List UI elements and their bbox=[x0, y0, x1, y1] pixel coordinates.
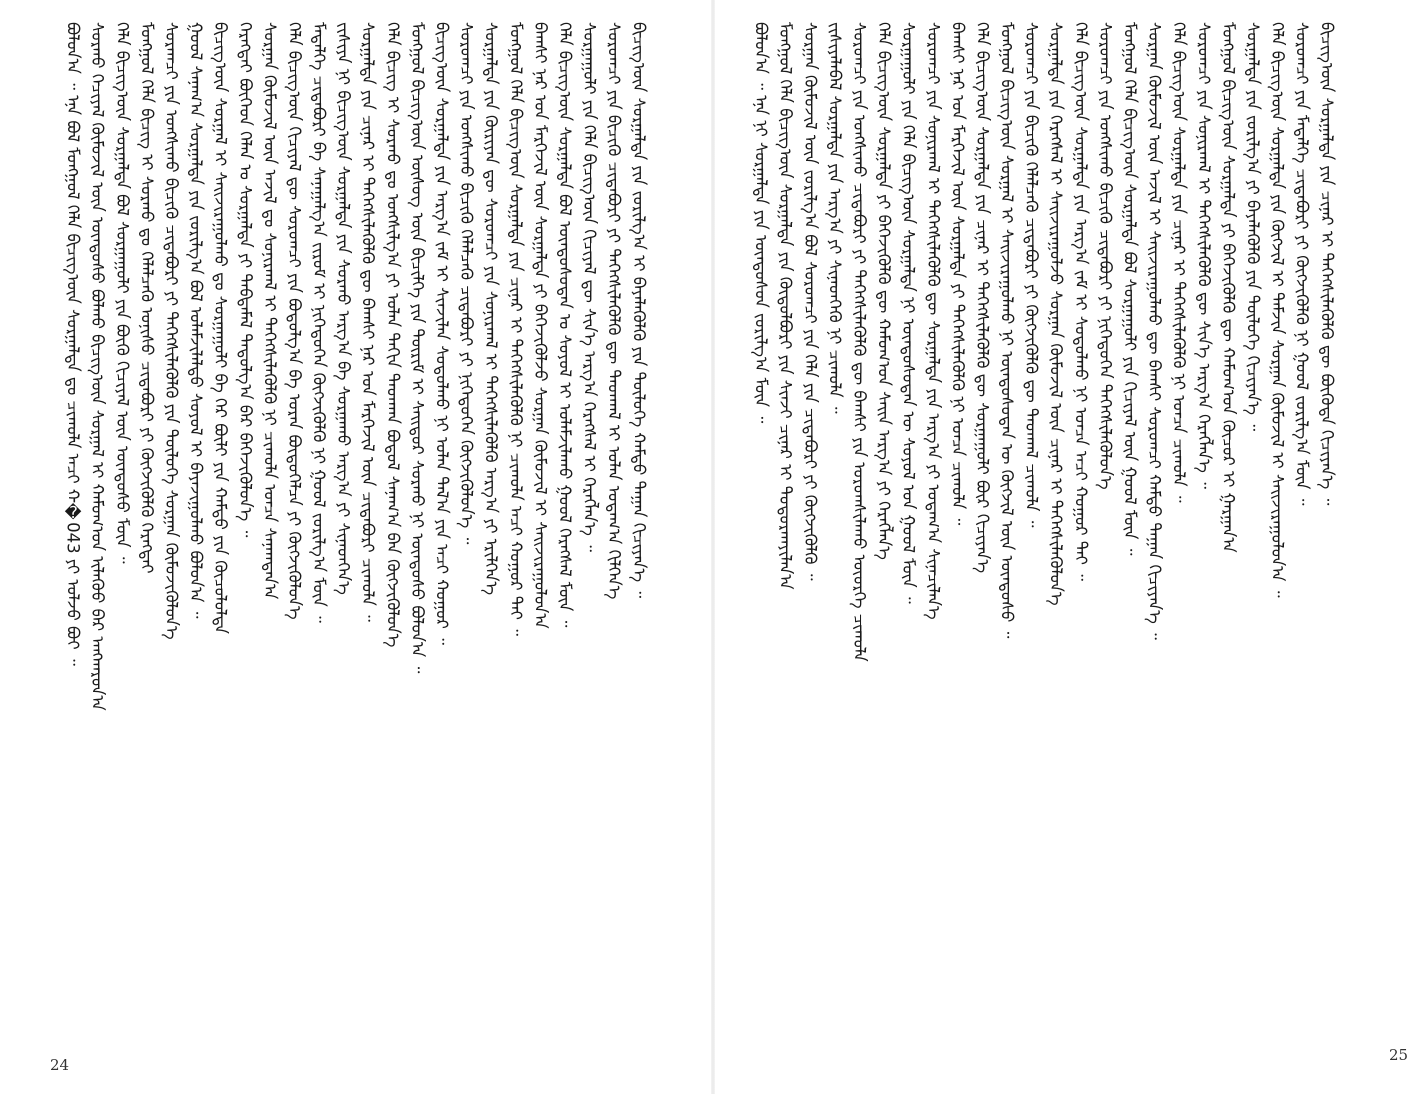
text-line: ᠪᠠᠭᠰᠢ ᠨᠠᠷ ᠤᠨ ᠮᠡᠷᠭᠡᠵᠢᠯ ᠦᠨ ᠰᠤᠷᠭᠠᠯᠲᠠ ᠶᠢ ᠳᠡᠭᠡᠭᠰᠢᠯᠡᠭᠦᠯᠬᠦ ᠨᠢ ᠣᠨᠴᠠ ᠴᠢᠬᠤᠯᠠ ᠃ bbox=[948, 22, 968, 526]
text-line: ᠪᠢᠴᠢᠭ᠎ᠦᠨ ᠰᠤᠷᠭᠠᠯᠲᠠ ᠶᠢᠨ ᠴᠢᠨᠠᠷ ᠢ ᠳᠡᠭᠡᠭᠰᠢᠯᠡᠭᠦᠯᠬᠦ ᠳᠦ ᠪᠦᠭᠦᠳᠡ ᠬᠢᠴᠢᠶᠡᠨ᠎ᠡ ᠃ bbox=[1317, 22, 1337, 506]
text-line: ᠮᠡᠳᠡᠯᠭᠡ ᠴᠢᠳᠠᠪᠤᠷᠢ ᠪᠠ ᠰᠠᠨᠠᠭᠠᠯᠭ᠎ᠠ ᠵᠢᠷᠤᠮ ᠢ ᠨᠢᠭᠡᠳᠦᠭᠡᠨ ᠬᠥᠭᠵᠢᠭᠦᠯᠬᠦ ᠨᠢ ᠭᠣᠣᠯ ᠵᠣᠷᠢᠯᠭ᠎ᠠ ᠮᠥᠨ ᠃ bbox=[309, 22, 329, 623]
text-line: ᠰᠤᠷᠠᠭᠴᠢ ᠶᠢᠨ ᠤᠩᠰᠢᠬᠤ ᠪᠢᠴᠢᠬᠦ ᠴᠢᠳᠠᠪᠤᠷᠢ ᠶᠢ ᠳᠡᠭᠡᠭᠰᠢᠯᠡᠭᠦᠯᠬᠦ ᠶᠢᠨ ᠲᠥᠯᠥᠭᠡ ᠰᠤᠷᠭᠠᠨ ᠬᠦᠮᠦᠵᠢᠭᠦᠯᠦᠨ᠎ᠡ bbox=[161, 22, 181, 640]
text-line: ᠰᠤᠷᠭᠠᠯᠲᠠ ᠶᠢᠨ ᠬᠡᠷᠡᠭᠰᠡᠯ ᠢ ᠰᠠᠢᠵᠢᠷᠠᠭᠤᠯᠵᠤ ᠰᠤᠷᠭᠠᠨ ᠬᠦᠮᠦᠵᠢᠯ ᠦᠨ ᠴᠢᠨᠠᠷ ᠢ ᠳᠡᠭᠡᠭᠰᠢᠯᠡᠭᠦᠯᠦᠨ᠎ᠡ bbox=[1046, 22, 1066, 606]
text-line: ᠬᠡᠯᠡ ᠪᠢᠴᠢᠭ᠎ᠦᠨ ᠰᠤᠷᠭᠠᠯᠲᠠ ᠶᠢ ᠪᠡᠬᠡᠵᠢᠭᠦᠯᠬᠦ ᠳᠦ ᠬᠠᠮᠤᠭ᠎ᠤᠨ ᠰᠠᠢᠨ ᠠᠷᠭ᠎ᠠ ᠶᠢ ᠬᠡᠷᠡᠭᠯᠡᠨ᠎ᠡ bbox=[874, 22, 894, 560]
text-line: ᠪᠣᠯᠤᠨ᠎ᠠ ᠃ ᠡᠨᠡ ᠨᠢ ᠰᠤᠷᠭᠠᠯᠲᠠ ᠶᠢᠨ ᠦᠨᠳᠦᠰᠦᠨ ᠵᠣᠷᠢᠯᠭ᠎ᠠ ᠮᠥᠨ ᠃ bbox=[751, 22, 771, 424]
text-line: ᠪᠢᠴᠢᠭ᠎ᠦᠨ ᠰᠤᠷᠭᠠᠯᠲᠠ ᠶᠢᠨ ᠠᠷᠭ᠎ᠠ ᠵᠠᠮ ᠢ ᠰᠢᠨᠵᠢᠯᠡᠨ ᠰᠤᠳᠤᠯᠬᠤ ᠨᠢ ᠣᠯᠠᠨ ᠲᠠᠯ᠎ᠠ ᠶᠢᠨ ᠠᠴᠢ ᠬᠤᠭᠤᠷ ᠃ bbox=[432, 22, 452, 645]
text-line: ᠰᠤᠷᠭᠠᠨ ᠬᠦᠮᠦᠵᠢᠯ ᠦᠨ ᠵᠣᠷᠢᠯᠭ᠎ᠠ ᠪᠣᠯ ᠰᠤᠷᠤᠭᠴᠢ ᠶᠢᠨ ᠬᠡᠯᠡ ᠶᠢᠨ ᠴᠢᠳᠠᠪᠤᠷᠢ ᠶᠢ ᠬᠥᠭᠵᠢᠭᠦᠯᠬᠦ ᠃ bbox=[800, 22, 820, 581]
text-line: ᠪᠢᠴᠢᠭ᠎ᠦᠨ ᠰᠤᠷᠭᠠᠯᠲᠠ ᠶᠢᠨ ᠵᠣᠷᠢᠯᠭ᠎ᠠ ᠢ ᠪᠡᠶᠡᠯᠡᠭᠦᠯᠬᠦ ᠶᠢᠨ ᠲᠥᠯᠥᠭᠡ ᠬᠠᠮᠲᠤ ᠳᠠᠭᠠᠨ ᠬᠢᠴᠢᠶᠡᠨ᠎ᠡ ᠃ bbox=[629, 22, 649, 599]
text-line: ᠮᠣᠩᠭᠣᠯ ᠬᠡᠯᠡ ᠪᠢᠴᠢᠭ ᠢ ᠰᠤᠷᠬᠤ ᠳᠤ ᠬᠡᠯᠡᠯᠴᠡᠬᠦ ᠣᠨᠢᠰᠤ ᠴᠢᠳᠠᠪᠤᠷᠢ ᠶᠢ ᠬᠥᠭᠵᠢᠭᠦᠯᠬᠦ ᠬᠡᠷᠡᠭᠲᠡᠢ bbox=[137, 22, 157, 574]
right-page-number: 25 bbox=[1389, 1046, 1409, 1064]
text-line: ᠬᠡᠯᠡ ᠪᠢᠴᠢᠭ᠎ᠦᠨ ᠰᠤᠷᠭᠠᠯᠲᠠ ᠶᠢᠨ ᠴᠢᠨᠠᠷ ᠢ ᠳᠡᠭᠡᠭᠰᠢᠯᠡᠭᠦᠯᠬᠦ ᠨᠢ ᠣᠨᠴᠠ ᠴᠢᠬᠤᠯᠠ ᠃ bbox=[1169, 22, 1189, 503]
text-line: ᠪᠠᠭᠰᠢ ᠨᠠᠷ ᠤᠨ ᠮᠡᠷᠭᠡᠵᠢᠯ ᠦᠨ ᠰᠤᠷᠭᠠᠯᠲᠠ ᠶᠢ ᠪᠡᠬᠡᠵᠢᠭᠦᠯᠵᠦ ᠰᠤᠷᠭᠠᠨ ᠬᠦᠮᠦᠵᠢᠯ ᠢ ᠰᠠᠢᠵᠢᠷᠠᠭᠤᠯᠤᠨ᠎ᠠ bbox=[530, 22, 550, 629]
right-page-text bbox=[748, 22, 1360, 1022]
left-page bbox=[0, 0, 711, 1094]
text-line: ᠰᠤᠷᠤᠭᠴᠢ ᠶᠢᠨ ᠰᠣᠨᠢᠷᠬᠠᠯ ᠢ ᠳᠡᠭᠡᠭᠰᠢᠯᠡᠭᠦᠯᠬᠦ ᠳᠦ ᠰᠤᠷᠭᠠᠯᠲᠠ ᠶᠢᠨ ᠠᠷᠭ᠎ᠠ ᠶᠢ ᠤᠳᠠᠭ᠎ᠠ ᠰᠢᠨᠡᠴᠢᠯᠡᠨ᠎ᠡ bbox=[923, 22, 943, 620]
text-line: ᠮᠣᠩᠭᠣᠯ ᠪᠢᠴᠢᠭ᠎ᠦᠨ ᠰᠤᠷᠭᠠᠯᠲᠠ ᠶᠢ ᠪᠡᠬᠡᠵᠢᠭᠦᠯᠬᠦ ᠳᠦ ᠬᠠᠮᠤᠭ᠎ᠤᠨ ᠬᠦᠴᠦᠷ ᠢ ᠭᠠᠷᠭᠠᠨ᠎ᠠ bbox=[1218, 22, 1238, 553]
text-line: ᠬᠡᠯᠡ ᠪᠢᠴᠢᠭ᠎ᠦᠨ ᠰᠤᠷᠭᠠᠯᠲᠠ ᠶᠢᠨ ᠠᠷᠭ᠎ᠠ ᠵᠠᠮ ᠢ ᠰᠤᠳᠤᠯᠬᠤ ᠨᠢ ᠣᠨᠴᠠ ᠠᠴᠢ ᠬᠤᠭᠤᠷ ᠲᠠᠢ ᠃ bbox=[1071, 22, 1091, 581]
right-page bbox=[715, 0, 1426, 1094]
text-line: ᠰᠤᠷᠭᠠᠭᠤᠯᠢ ᠶᠢᠨ ᠬᠡᠯᠡ ᠪᠢᠴᠢᠭ᠎ᠦᠨ ᠬᠢᠴᠢᠶᠡᠯ ᠳᠦ ᠰᠢᠨ᠎ᠡ ᠠᠷᠭ᠎ᠠ ᠬᠡᠷᠡᠭᠰᠡᠯ ᠢ ᠬᠡᠷᠡᠭᠯᠡᠨ᠎ᠡ ᠃ bbox=[580, 22, 600, 552]
text-line: ᠰᠤᠷᠤᠭᠴᠢ ᠶᠢᠨ ᠤᠩᠰᠢᠬᠤ ᠪᠢᠴᠢᠬᠦ ᠬᠡᠯᠡᠯᠴᠡᠬᠦ ᠴᠢᠳᠠᠪᠤᠷᠢ ᠶᠢ ᠨᠢᠭᠡᠳᠦᠭᠡᠨ ᠬᠥᠭᠵᠢᠭᠦᠯᠦᠨ᠎ᠡ ᠃ bbox=[457, 22, 477, 545]
text-line: ᠰᠤᠷᠤᠭᠴᠢ ᠶᠢᠨ ᠮᠡᠳᠡᠯᠭᠡ ᠴᠢᠳᠠᠪᠤᠷᠢ ᠶᠢ ᠬᠥᠭᠵᠢᠭᠦᠯᠬᠦ ᠨᠢ ᠭᠣᠣᠯ ᠵᠣᠷᠢᠯᠭ᠎ᠠ ᠮᠥᠨ ᠃ bbox=[1292, 22, 1312, 506]
text-line: ᠮᠣᠩᠭᠣᠯ ᠬᠡᠯᠡ ᠪᠢᠴᠢᠭ᠎ᠦᠨ ᠰᠤᠷᠭᠠᠯᠲᠠ ᠪᠣᠯ ᠰᠤᠷᠭᠠᠭᠤᠯᠢ ᠶᠢᠨ ᠬᠢᠴᠢᠶᠡᠯ ᠦᠨ ᠭᠣᠣᠯ ᠮᠥᠨ ᠃ bbox=[1120, 22, 1140, 556]
text-line: ᠰᠤᠷᠤᠭᠴᠢ ᠶᠢᠨ ᠤᠩᠰᠢᠬᠤ ᠴᠢᠳᠠᠪᠤᠷᠢ ᠶᠢ ᠳᠡᠭᠡᠭᠰᠢᠯᠡᠭᠦᠯᠬᠦ ᠳᠦ ᠪᠠᠭᠰᠢ ᠶᠢᠨ ᠤᠷᠤᠭᠰᠢᠯᠠᠬᠤ ᠦᠦᠷᠭᠡ ᠴᠢᠬᠤᠯᠠ bbox=[849, 22, 869, 662]
text-line: ᠵᠢᠱᠢᠶᠡ ᠨᠢ ᠪᠢᠴᠢᠭ᠎ᠦᠨ ᠰᠤᠷᠭᠠᠯᠲᠠ ᠶᠢᠨ ᠰᠤᠷᠬᠤ ᠠᠷᠭ᠎ᠠ ᠪᠠ ᠰᠤᠷᠭᠠᠬᠤ ᠠᠷᠭ᠎ᠠ ᠶᠢ ᠰᠢᠨᠡᠳᠬᠡᠨ᠎ᠡ bbox=[334, 22, 354, 595]
text-line: ᠵᠢᠱᠢᠶᠡᠯᠡᠪᠡᠯ ᠰᠤᠷᠭᠠᠯᠲᠠ ᠶᠢᠨ ᠠᠷᠭ᠎ᠠ ᠶᠢ ᠰᠢᠨᠡᠳᠬᠡᠬᠦ ᠨᠢ ᠴᠢᠬᠤᠯᠠ ᠃ bbox=[825, 22, 845, 414]
text-line: ᠮᠣᠩᠭᠣᠯ ᠬᠡᠯᠡ ᠪᠢᠴᠢᠭ᠎ᠦᠨ ᠰᠤᠷᠭᠠᠯᠲᠠ ᠶᠢᠨ ᠬᠥᠲᠥᠯᠪᠦᠷᠢ ᠶᠢᠨ ᠰᠢᠨᠵᠢ ᠴᠢᠨᠠᠷ ᠢ ᠲᠣᠳᠤᠷᠬᠠᠶᠢᠯᠠᠨ᠎ᠠ bbox=[776, 22, 796, 590]
text-line: ᠭᠣᠣᠯ ᠰᠠᠨᠠᠭ᠎ᠠ ᠰᠤᠷᠭᠠᠯᠲᠠ ᠶᠢᠨ ᠵᠣᠷᠢᠯᠭ᠎ᠠ ᠪᠣᠯ ᠤᠯᠠᠮᠵᠢᠯᠠᠯᠲᠤ ᠰᠣᠶᠣᠯ ᠢ ᠪᠠᠶᠠᠵᠢᠭᠤᠯᠬᠤ ᠪᠣᠯᠤᠨ᠎ᠠ ᠃ bbox=[186, 22, 206, 619]
text-line: ᠮᠣᠩᠭᠣᠯ ᠪᠢᠴᠢᠭ᠎ᠦᠨ ᠦᠰᠦᠭ ᠦᠨ ᠪᠢᠴᠢᠯᠭᠡ ᠶᠢᠨ ᠳᠦᠷᠢᠮ ᠢ ᠰᠠᠢᠳᠤᠷ ᠰᠤᠷᠬᠤ ᠨᠢ ᠦᠨᠳᠦᠰᠦ ᠪᠣᠯᠤᠨ᠎ᠠ ᠃ bbox=[407, 22, 427, 674]
text-line: ᠰᠤᠷᠤᠭᠴᠢ ᠶᠢᠨ ᠤᠩᠰᠢᠬᠤ ᠪᠢᠴᠢᠬᠦ ᠴᠢᠳᠠᠪᠤᠷᠢ ᠶᠢ ᠨᠢᠭᠡᠳᠦᠭᠡᠨ ᠳᠡᠭᠡᠭᠰᠢᠯᠡᠭᠦᠯᠦᠨ᠎ᠡ bbox=[1095, 22, 1115, 490]
text-line: ᠪᠢᠴᠢᠭ᠎ᠦᠨ ᠰᠤᠷᠭᠠᠯ ᠢ ᠰᠠᠢᠵᠢᠷᠠᠭᠤᠯᠬᠤ ᠳᠤ ᠰᠤᠷᠭᠠᠭᠤᠯᠢ ᠪᠠ ᠭᠡᠷ ᠪᠦᠯᠢ ᠶᠢᠨ ᠬᠠᠮᠲᠤ ᠶᠢᠨ ᠬᠦᠴᠦᠯᠦᠯᠲᠡ bbox=[211, 22, 231, 634]
text-line: ᠬᠡᠷᠡᠭᠲᠡᠢ ᠪᠥᠭᠡᠳ ᠬᠡᠯᠡᠨ ᠤ ᠰᠤᠷᠭᠠᠯᠲᠠ ᠶᠢ ᠳᠠᠪᠲᠠᠮᠠᠯ ᠳᠠᠳᠤᠯᠭ᠎ᠠ ᠪᠠᠷ ᠪᠡᠬᠡᠵᠢᠭᠦᠯᠦᠨ᠎ᠡ ᠃ bbox=[235, 22, 255, 538]
text-line: ᠰᠤᠷᠤᠭᠴᠢ ᠶᠢᠨ ᠪᠢᠴᠢᠬᠦ ᠬᠡᠯᠡᠯᠴᠡᠬᠦ ᠴᠢᠳᠠᠪᠤᠷᠢ ᠶᠢ ᠬᠥᠭᠵᠢᠭᠦᠯᠬᠦ ᠳᠦ ᠳᠠᠳᠬᠠᠯ ᠴᠢᠬᠤᠯᠠ ᠃ bbox=[1022, 22, 1042, 528]
text-line: ᠬᠡᠯᠡ ᠪᠢᠴᠢᠭ᠎ᠦᠨ ᠰᠤᠷᠭᠠᠯᠲᠠ ᠶᠢᠨ ᠴᠢᠨᠠᠷ ᠢ ᠳᠡᠭᠡᠭᠰᠢᠯᠡᠭᠦᠯᠬᠦ ᠳᠦ ᠰᠤᠷᠭᠠᠭᠤᠯᠢ ᠪᠦᠷ ᠬᠢᠴᠢᠶᠡᠨ᠎ᠡ bbox=[972, 22, 992, 574]
text-line: ᠬᠡᠯᠡ ᠪᠢᠴᠢᠭ ᠢ ᠰᠤᠷᠬᠤ ᠳᠤ ᠤᠩᠰᠢᠯᠭ᠎ᠠ ᠶᠢ ᠣᠯᠠᠨ ᠳᠠᠬᠢᠨ ᠳᠠᠳᠬᠠᠨ ᠪᠣᠳᠤᠯ ᠰᠠᠨᠠᠭ᠎ᠠ ᠪᠠᠨ ᠬᠥᠭᠵᠢᠭᠦᠯᠦᠨ᠎ᠡ bbox=[383, 22, 403, 648]
text-line: ᠬᠡᠯᠡ ᠪᠢᠴᠢᠭ᠎ᠦᠨ ᠰᠤᠷᠭᠠᠯᠲᠠ ᠶᠢᠨ ᠬᠥᠭᠵᠢᠯ ᠢ ᠳᠡᠮᠵᠢᠨ ᠰᠤᠷᠭᠠᠨ ᠬᠦᠮᠦᠵᠢᠯ ᠢ ᠰᠠᠢᠵᠢᠷᠠᠭᠤᠯᠤᠨ᠎ᠠ ᠃ bbox=[1268, 22, 1288, 598]
text-line: ᠰᠤᠷᠤᠭᠴᠢ ᠶᠢᠨ ᠪᠢᠴᠢᠬᠦ ᠴᠢᠳᠠᠪᠤᠷᠢ ᠶᠢ ᠳᠡᠭᠡᠭᠰᠢᠯᠡᠭᠦᠯᠬᠦ ᠳᠦ ᠳᠠᠳᠬᠠᠯ ᠢ ᠣᠯᠠᠨ ᠤᠳᠠᠭ᠎ᠠ ᠬᠢᠯᠭᠡᠨ᠎ᠡ bbox=[604, 22, 624, 600]
text-line: ᠬᠡᠯᠡ ᠪᠢᠴᠢᠭ᠎ᠦᠨ ᠰᠤᠷᠭᠠᠯᠲᠠ ᠪᠣᠯ ᠦᠨᠳᠦᠰᠦᠲᠡᠨ ᠤ ᠰᠣᠶᠣᠯ ᠢ ᠤᠯᠠᠮᠵᠢᠯᠠᠬᠤ ᠭᠣᠣᠯ ᠬᠡᠷᠡᠭᠰᠡᠯ ᠮᠥᠨ ᠃ bbox=[555, 22, 575, 628]
text-line: ᠰᠤᠷᠤᠭᠴᠢ ᠶᠢᠨ ᠰᠣᠨᠢᠷᠬᠠᠯ ᠢ ᠳᠡᠭᠡᠭᠰᠢᠯᠡᠭᠦᠯᠬᠦ ᠳᠦ ᠰᠢᠨ᠎ᠡ ᠠᠷᠭ᠎ᠠ ᠬᠡᠷᠡᠭᠯᠡᠨ᠎ᠡ ᠃ bbox=[1194, 22, 1214, 489]
text-line: ᠰᠤᠷᠭᠠᠨ ᠬᠦᠮᠦᠵᠢᠯ ᠦᠨ ᠠᠵᠢᠯ ᠢ ᠰᠠᠢᠵᠢᠷᠠᠭᠤᠯᠬᠤ ᠳᠦ ᠪᠠᠭᠰᠢ ᠰᠤᠷᠤᠭᠴᠢ ᠬᠠᠮᠲᠤ ᠳᠠᠭᠠᠨ ᠬᠢᠴᠢᠶᠡᠨ᠎ᠡ ᠃ bbox=[1145, 22, 1165, 640]
text-line: ᠰᠤᠷᠬᠤ ᠬᠡᠴᠢᠶᠡᠯ ᠬᠦᠮᠦᠵᠢᠯ ᠦᠨ ᠦᠨᠳᠦᠰᠦ ᠪᠣᠯᠬᠤ ᠪᠢᠴᠢᠭ᠎ᠦᠨ ᠰᠤᠷᠭᠠᠯ ᠢ ᠬᠠᠮᠤᠭ᠎ᠤᠨ ᠢᠯᠡᠭᠦᠦ ᠪᠠᠷ ᠠᠩᠬᠠᠷᠤᠨ᠎ᠠ bbox=[88, 22, 108, 711]
text-line: ᠬᠡᠯᠡ ᠪᠢᠴᠢᠭ᠎ᠦᠨ ᠬᠢᠴᠢᠶᠡᠯ ᠳᠦ ᠰᠤᠷᠤᠭᠴᠢ ᠶᠢᠨ ᠪᠣᠳᠤᠯᠭ᠎ᠠ ᠪᠠ ᠤᠷᠠᠨ ᠪᠦᠲᠦᠭᠡᠯᠴᠡ ᠶᠢ ᠬᠥᠭᠵᠢᠭᠦᠯᠦᠨ᠎ᠡ bbox=[284, 22, 304, 620]
text-line: ᠪᠣᠯᠤᠨ᠎ᠠ ᠃ ᠡᠨᠡ ᠪᠣᠯ ᠮᠣᠩᠭᠣᠯ ᠬᠡᠯᠡ ᠪᠢᠴᠢᠭ᠎ᠦᠨ ᠰᠤᠷᠭᠠᠯᠲᠠ ᠳᠤ ᠴᠢᠬᠤᠯᠠ ᠠᠴᠢ ᠬ�043 ᠶᠢ ᠣᠯᠵᠤ ᠪᠤᠢ ᠃ bbox=[63, 22, 83, 666]
left-page-number: 24 bbox=[50, 1056, 70, 1074]
text-line: ᠰᠤᠷᠭᠠᠨ ᠬᠦᠮᠦᠵᠢᠯ ᠦᠨ ᠠᠵᠢᠯ ᠳᠤ ᠰᠣᠨᠢᠷᠬᠠᠯ ᠢ ᠳᠡᠭᠡᠭᠰᠢᠯᠡᠭᠦᠯᠬᠦ ᠨᠢ ᠴᠢᠬᠤᠯᠠ ᠣᠨᠴᠠ ᠰᠠᠨᠠᠭᠳᠠᠨ᠎ᠠ bbox=[260, 22, 280, 600]
text-line: ᠬᠡᠯᠡ ᠪᠢᠴᠢᠭ᠎ᠦᠨ ᠰᠤᠷᠭᠠᠯᠲᠠ ᠪᠣᠯ ᠰᠤᠷᠭᠠᠭᠤᠯᠢ ᠶᠢᠨ ᠪᠦᠬᠦ ᠬᠢᠴᠢᠶᠡᠯ ᠦᠨ ᠦᠨᠳᠦᠰᠦ ᠮᠥᠨ ᠃ bbox=[112, 22, 132, 564]
text-line: ᠮᠣᠩᠭᠣᠯ ᠬᠡᠯᠡ ᠪᠢᠴᠢᠭ᠎ᠦᠨ ᠰᠤᠷᠭᠠᠯᠲᠠ ᠶᠢᠨ ᠴᠢᠨᠠᠷ ᠢ ᠳᠡᠭᠡᠭᠰᠢᠯᠡᠭᠦᠯᠬᠦ ᠨᠢ ᠴᠢᠬᠤᠯᠠ ᠠᠴᠢ ᠬᠤᠭᠤᠷ ᠲᠠᠢ ᠃ bbox=[506, 22, 526, 637]
left-page-text bbox=[60, 22, 686, 1022]
text-line: ᠰᠤᠷᠭᠠᠯᠲᠠ ᠶᠢᠨ ᠬᠦᠷᠢᠶᠡᠨ ᠳᠦ ᠰᠤᠷᠤᠭᠴᠢ ᠶᠢᠨ ᠰᠣᠨᠢᠷᠬᠠᠯ ᠢ ᠳᠡᠭᠡᠭᠰᠢᠯᠡᠭᠦᠯᠬᠦ ᠠᠷᠭ᠎ᠠ ᠶᠢ ᠡᠷᠢᠯᠬᠡᠨ᠎ᠡ bbox=[481, 22, 501, 596]
text-line: ᠰᠤᠷᠭᠠᠯᠲᠠ ᠶᠢᠨ ᠴᠢᠨᠠᠷ ᠢ ᠳᠡᠭᠡᠭᠰᠢᠯᠡᠭᠦᠯᠬᠦ ᠳᠦ ᠪᠠᠭᠰᠢ ᠨᠠᠷ ᠤᠨ ᠮᠡᠷᠭᠡᠵᠢᠯ ᠦᠨ ᠴᠢᠳᠠᠪᠤᠷᠢ ᠴᠢᠬᠤᠯᠠ ᠃ bbox=[358, 22, 378, 622]
text-line: ᠰᠤᠷᠭᠠᠯᠲᠠ ᠶᠢᠨ ᠵᠣᠷᠢᠯᠭ᠎ᠠ ᠶᠢ ᠪᠡᠶᠡᠯᠡᠭᠦᠯᠬᠦ ᠶᠢᠨ ᠲᠥᠯᠥᠭᠡ ᠬᠢᠴᠢᠶᠡᠨ᠎ᠡ ᠃ bbox=[1243, 22, 1263, 432]
text-line: ᠰᠤᠷᠭᠠᠭᠤᠯᠢ ᠶᠢᠨ ᠬᠡᠯᠡ ᠪᠢᠴᠢᠭ᠎ᠦᠨ ᠰᠤᠷᠭᠠᠯᠲᠠ ᠨᠢ ᠦᠨᠳᠦᠰᠦᠲᠡᠨ ᠦ ᠰᠣᠶᠣᠯ ᠤᠨ ᠭᠣᠣᠯ ᠮᠥᠨ ᠃ bbox=[899, 22, 919, 604]
text-line: ᠮᠣᠩᠭᠣᠯ ᠪᠢᠴᠢᠭ᠎ᠦᠨ ᠰᠤᠷᠭᠠᠯ ᠢ ᠰᠠᠢᠵᠢᠷᠠᠭᠤᠯᠬᠤ ᠨᠢ ᠦᠨᠳᠦᠰᠦᠲᠡᠨ ᠦ ᠬᠥᠭᠵᠢᠯ ᠦᠨ ᠦᠨᠳᠦᠰᠦ ᠃ bbox=[997, 22, 1017, 639]
